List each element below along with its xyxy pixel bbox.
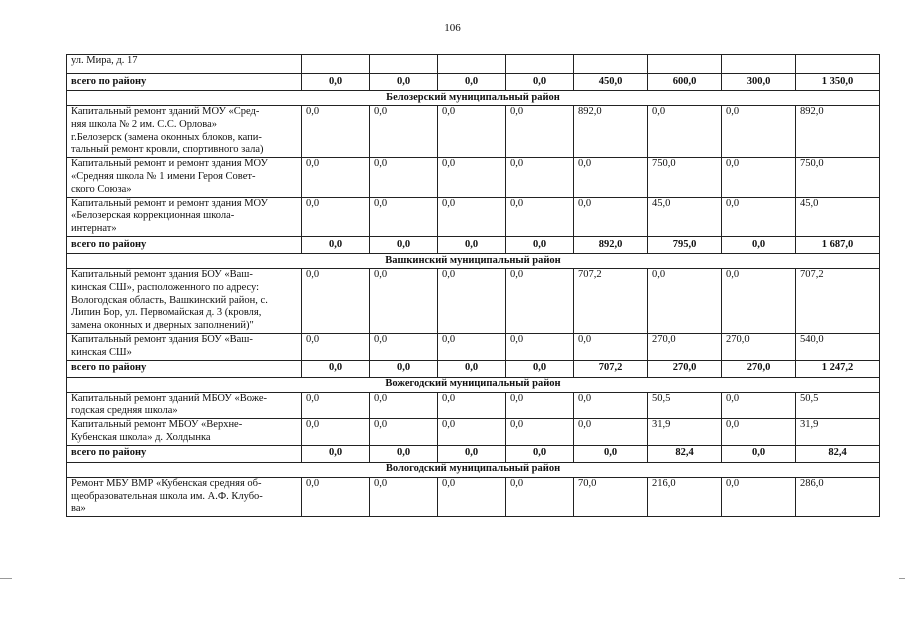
value-cell: 892,0 [796,106,880,158]
value-cell: 31,9 [796,419,880,446]
value-cell: 50,5 [648,392,722,419]
value-cell: 0,0 [370,197,438,236]
value-cell: 0,0 [722,158,796,197]
value-cell: 0,0 [438,74,506,91]
value-cell: 0,0 [506,106,574,158]
value-cell: 45,0 [796,197,880,236]
value-cell: 31,9 [648,419,722,446]
section-title: Белозерский муниципальный район [67,91,880,106]
value-cell: 892,0 [574,236,648,253]
value-cell: 0,0 [302,106,370,158]
value-cell: 707,2 [796,268,880,333]
value-cell: 0,0 [370,268,438,333]
margin-mark-left [0,578,12,579]
value-cell: 0,0 [506,392,574,419]
page-number: 106 [444,22,461,34]
row-label: ул. Мира, д. 17 [67,55,302,74]
value-cell: 0,0 [574,197,648,236]
value-cell: 0,0 [722,268,796,333]
value-cell: 0,0 [438,268,506,333]
value-cell [574,55,648,74]
value-cell: 0,0 [722,445,796,462]
table-row-label: Капитальный ремонт МБОУ «Верхне- Кубенская школа» д. Холдынка [67,419,302,446]
value-cell: 270,0 [722,333,796,360]
district-total-row [67,236,880,253]
value-cell: 0,0 [302,419,370,446]
value-cell: 0,0 [370,333,438,360]
value-cell: 0,0 [648,106,722,158]
value-cell: 0,0 [574,445,648,462]
value-cell: 0,0 [574,392,648,419]
value-cell: 0,0 [370,158,438,197]
value-cell: 0,0 [438,477,506,516]
value-cell: 0,0 [302,333,370,360]
value-cell: 0,0 [302,477,370,516]
value-cell: 0,0 [506,268,574,333]
district-total-row-label: всего по району [67,236,302,253]
value-cell: 300,0 [722,74,796,91]
value-cell: 0,0 [438,106,506,158]
value-cell: 0,0 [438,158,506,197]
value-cell: 0,0 [370,392,438,419]
value-cell: 0,0 [722,197,796,236]
value-cell: 0,0 [722,106,796,158]
section-heading [67,462,880,477]
value-cell: 0,0 [438,333,506,360]
table-row-label: Капитальный ремонт и ремонт здания МОУ «Средняя школа № 1 имени Героя Совет- ского Союза» [67,158,302,197]
value-cell: 0,0 [722,477,796,516]
value-cell: 0,0 [302,197,370,236]
table-row-label: Капитальный ремонт зданий МОУ «Сред- няя школа № 2 им. С.С. Орлова» г.Белозерск (замена оконных блоков, капи- тальный ремонт кровли, спортивного зала) [67,106,302,158]
district-total-row-label: всего по району [67,360,302,377]
table-row-label: Капитальный ремонт здания БОУ «Ваш- кинская СШ», расположенного по адресу: Вологодская область, Вашкинский район, с. Липин Бор, ул. Первомайская д. 3 (кровля, замена оконных и дверных заполнений)" [67,268,302,333]
value-cell: 0,0 [506,477,574,516]
value-cell: 707,2 [574,360,648,377]
value-cell: 600,0 [648,74,722,91]
table-row [67,333,880,360]
value-cell: 70,0 [574,477,648,516]
table-row-label: Ремонт МБУ ВМР «Кубенская средняя об- щеобразовательная школа им. А.Ф. Клубо- ва» [67,477,302,516]
district-total-row-label: всего по району [67,74,302,91]
value-cell: 0,0 [574,333,648,360]
value-cell: 0,0 [370,477,438,516]
value-cell [438,55,506,74]
value-cell: 0,0 [438,445,506,462]
value-cell: 750,0 [796,158,880,197]
value-cell: 0,0 [370,445,438,462]
table-row-label: Капитальный ремонт зданий МБОУ «Воже- годская средняя школа» [67,392,302,419]
value-cell [302,55,370,74]
table-row [67,268,880,333]
table-row [67,158,880,197]
value-cell: 0,0 [722,236,796,253]
value-cell: 0,0 [302,392,370,419]
section-heading [67,377,880,392]
table-row [67,477,880,516]
value-cell [648,55,722,74]
value-cell: 0,0 [370,419,438,446]
value-cell: 795,0 [648,236,722,253]
value-cell: 892,0 [574,106,648,158]
value-cell: 270,0 [648,333,722,360]
value-cell: 0,0 [506,74,574,91]
value-cell: 286,0 [796,477,880,516]
table-row [67,106,880,158]
section-heading [67,91,880,106]
table-row-label: Капитальный ремонт здания БОУ «Ваш- кинская СШ» [67,333,302,360]
section-title: Вологодский муниципальный район [67,462,880,477]
district-total-row-label: всего по району [67,445,302,462]
value-cell: 0,0 [506,197,574,236]
value-cell: 0,0 [370,74,438,91]
value-cell: 0,0 [438,392,506,419]
value-cell: 0,0 [648,268,722,333]
value-cell: 270,0 [722,360,796,377]
table-row [67,197,880,236]
value-cell: 1 247,2 [796,360,880,377]
district-total-row [67,445,880,462]
value-cell: 0,0 [506,419,574,446]
district-total-row [67,360,880,377]
value-cell: 0,0 [302,268,370,333]
value-cell: 270,0 [648,360,722,377]
value-cell: 750,0 [648,158,722,197]
value-cell: 0,0 [438,197,506,236]
section-heading [67,253,880,268]
value-cell: 0,0 [506,333,574,360]
value-cell: 1 687,0 [796,236,880,253]
value-cell: 0,0 [370,236,438,253]
value-cell: 0,0 [438,360,506,377]
value-cell [796,55,880,74]
section-title: Вашкинский муниципальный район [67,253,880,268]
value-cell: 0,0 [506,158,574,197]
margin-mark-right [899,578,905,579]
value-cell [722,55,796,74]
table-row [67,419,880,446]
value-cell: 450,0 [574,74,648,91]
value-cell: 0,0 [302,74,370,91]
value-cell: 0,0 [506,445,574,462]
value-cell: 50,5 [796,392,880,419]
table-row-label: Капитальный ремонт и ремонт здания МОУ «Белозерская коррекционная школа- интернат» [67,197,302,236]
value-cell: 0,0 [302,360,370,377]
table-row [67,55,880,74]
value-cell: 82,4 [648,445,722,462]
value-cell [506,55,574,74]
value-cell: 45,0 [648,197,722,236]
value-cell: 82,4 [796,445,880,462]
value-cell [370,55,438,74]
value-cell: 0,0 [302,158,370,197]
value-cell: 0,0 [574,158,648,197]
value-cell: 0,0 [370,360,438,377]
value-cell: 216,0 [648,477,722,516]
value-cell: 1 350,0 [796,74,880,91]
value-cell: 0,0 [438,419,506,446]
value-cell: 0,0 [370,106,438,158]
value-cell: 0,0 [722,419,796,446]
value-cell: 0,0 [506,236,574,253]
table-row [67,392,880,419]
value-cell: 0,0 [302,236,370,253]
district-total-row [67,74,880,91]
value-cell: 0,0 [302,445,370,462]
value-cell: 0,0 [574,419,648,446]
value-cell: 540,0 [796,333,880,360]
budget-table [66,54,880,517]
section-title: Вожегодский муниципальный район [67,377,880,392]
value-cell: 0,0 [438,236,506,253]
value-cell: 0,0 [506,360,574,377]
value-cell: 0,0 [722,392,796,419]
value-cell: 707,2 [574,268,648,333]
